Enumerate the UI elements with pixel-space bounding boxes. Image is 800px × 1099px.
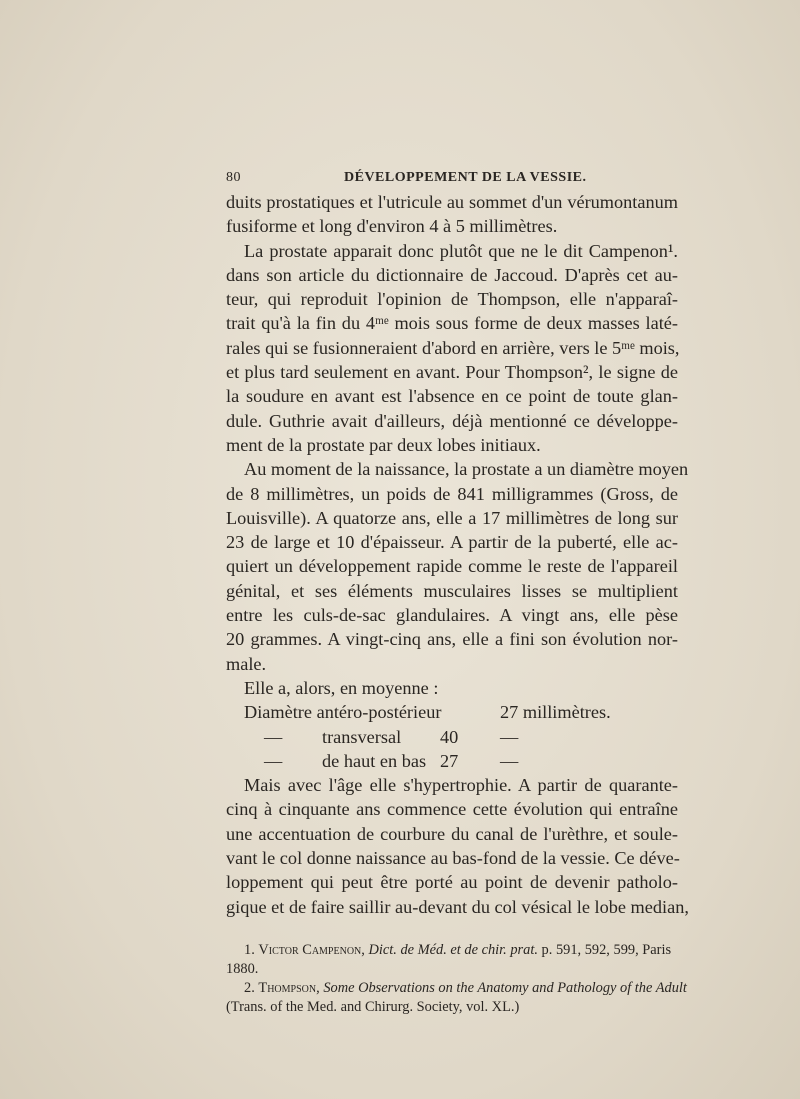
text-line: La prostate apparait donc plutôt que ne le dit Campenon¹. — [244, 240, 678, 261]
text-line: entre les culs-de-sac glandulaires. A vingt ans, elle pèse — [226, 605, 678, 626]
text-line: de 8 millimètres, un poids de 841 milligrammes (Gross, de — [226, 483, 678, 504]
footnote-1 — [226, 941, 678, 960]
measurement-value: 40 — [440, 726, 459, 747]
measurement-label: Diamètre antéro-postérieur — [244, 702, 442, 723]
paragraph-5 — [226, 773, 689, 919]
ditto-dash: — — [500, 750, 519, 771]
footnote-number: 2. — [244, 979, 255, 996]
footnote-title: Some Observations on the Anatomy and Pathology of the Adult — [323, 979, 687, 996]
book-page — [226, 168, 689, 1017]
measurement-row — [226, 749, 678, 773]
footnote-2-continued: (Trans. of the Med. and Chirurg. Society, vol. XL.) — [226, 998, 520, 1015]
page-header — [226, 168, 678, 190]
footnote-2 — [226, 979, 687, 998]
text-line: fusiforme et long d'environ 4 à 5 millimètres. — [226, 216, 558, 237]
measurement-row — [226, 700, 678, 724]
text-line: la soudure en avant est l'absence en ce point de toute glan- — [226, 386, 678, 407]
text-line: vant le col donne naissance au bas-fond de la vessie. Ce déve- — [226, 848, 680, 869]
text-line: Mais avec l'âge elle s'hypertrophie. A partir de quarante- — [244, 775, 678, 796]
measurement-label: de haut en bas — [322, 750, 427, 771]
text-line: et plus tard seulement en avant. Pour Thompson², le signe de — [226, 362, 678, 383]
text-line: loppement qui peut être porté au point de devenir patholo- — [226, 872, 678, 893]
paragraph-2 — [226, 239, 678, 458]
text-line: 20 grammes. A vingt-cinq ans, elle a fini son évolution nor- — [226, 629, 678, 650]
text-line: rales qui se fusionneraient d'abord en arrière, vers le 5ᵐᵉ mois, — [226, 337, 680, 358]
measurement-row — [226, 725, 678, 749]
text-line: Au moment de la naissance, la prostate a un diamètre moyen — [244, 459, 689, 480]
page-number: 80 — [226, 170, 241, 185]
text-line: 23 de large et 10 d'épaisseur. A partir de la puberté, elle ac- — [226, 532, 678, 553]
text-line: dans son article du dictionnaire de Jaccoud. D'après cet au- — [226, 264, 678, 285]
text-line: Elle a, alors, en moyenne : — [244, 677, 439, 698]
text-line: teur, qui reproduit l'opinion de Thompson, elle n'apparaî- — [226, 289, 678, 310]
text-line: ment de la prostate par deux lobes initiaux. — [226, 434, 541, 455]
text-line: une accentuation de courbure du canal de l'urèthre, et soule- — [226, 823, 678, 844]
paragraph-4 — [226, 676, 678, 700]
measurement-table — [226, 700, 678, 773]
text-line: quiert un développement rapide comme le reste de l'appareil — [226, 556, 678, 577]
text-line: duits prostatiques et l'utricule au sommet d'un vérumontanum — [226, 192, 678, 212]
footnote-author: Victor Campenon, — [258, 941, 365, 958]
paragraph-1 — [226, 190, 678, 239]
ditto-dash: — — [264, 726, 283, 747]
footnote-1-continued: 1880. — [226, 960, 259, 977]
ditto-dash: — — [264, 750, 283, 771]
text-line: gique et de faire saillir au-devant du col vésical le lobe median, — [226, 896, 689, 917]
footnote-reference: p. 591, 592, 599, Paris — [541, 941, 672, 958]
footnote-number: 1. — [244, 941, 255, 958]
paragraph-3 — [226, 457, 689, 676]
footnote-author: Thompson, — [258, 979, 320, 996]
measurement-value: 27 — [440, 750, 459, 771]
footnote-title: Dict. de Méd. et de chir. prat. — [368, 941, 538, 958]
running-title: DÉVELOPPEMENT DE LA VESSIE. — [344, 170, 587, 185]
text-line: Louisville). A quatorze ans, elle a 17 millimètres de long sur — [226, 507, 678, 528]
measurement-label: transversal — [322, 726, 402, 747]
text-line: cinq à cinquante ans commence cette évolution qui entraîne — [226, 799, 678, 820]
text-line: génital, et ses éléments musculaires lisses se multiplient — [226, 580, 678, 601]
measurement-value: 27 millimètres. — [500, 702, 611, 723]
text-line: dule. Guthrie avait d'ailleurs, déjà mentionné ce développe- — [226, 410, 678, 431]
text-line: trait qu'à la fin du 4ᵐᵉ mois sous forme de deux masses laté- — [226, 313, 678, 334]
body-text — [226, 190, 689, 919]
text-line: male. — [226, 653, 267, 674]
ditto-dash: — — [500, 726, 519, 747]
footnotes — [226, 941, 687, 1017]
